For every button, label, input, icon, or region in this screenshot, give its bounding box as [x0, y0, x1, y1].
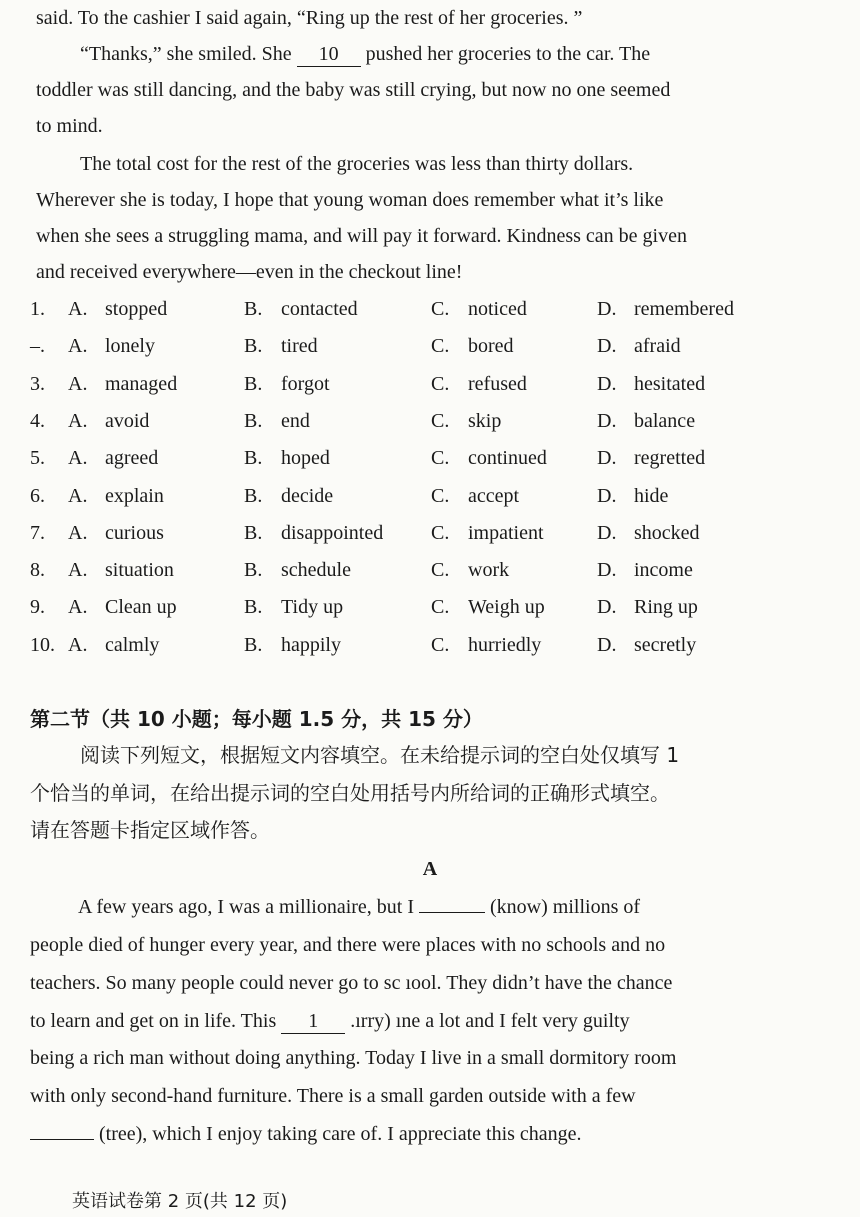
question-number: 9. — [30, 596, 45, 618]
option-d-text: afraid — [634, 335, 681, 357]
option-a-text: explain — [105, 485, 164, 507]
passage-line-8: and received everywhere—even in the checkout line! — [36, 261, 463, 283]
option-b-text: disappointed — [281, 522, 384, 544]
option-c-text: refused — [468, 373, 527, 395]
option-d-text: shocked — [634, 522, 700, 544]
question-number: 1. — [30, 298, 45, 320]
thanks-after: pushed her groceries to the car. The — [365, 43, 651, 65]
question-number: 6. — [30, 485, 45, 507]
question-number: 7. — [30, 522, 45, 544]
question-number: 8. — [30, 559, 45, 581]
question-number: 3. — [30, 373, 45, 395]
passage-line-1: said. To the cashier I said again, “Ring up the rest of her groceries. ” — [36, 7, 583, 29]
option-letter-d: D. — [597, 373, 617, 395]
option-letter-b: B. — [244, 596, 263, 618]
option-letter-c: C. — [431, 485, 450, 507]
question-number: 10. — [30, 634, 55, 656]
answer-blank-10: 10 — [297, 42, 361, 67]
option-c-text: hurriedly — [468, 634, 542, 656]
option-d-text: Ring up — [634, 596, 698, 618]
option-c-text: accept — [468, 485, 520, 507]
passage-line-4: to mind. — [36, 115, 103, 137]
option-letter-d: D. — [597, 596, 617, 618]
passageA-line-6: with only second-hand furniture. There is a small garden outside with a few — [30, 1085, 636, 1107]
passage-line-5: The total cost for the rest of the groceries was less than thirty dollars. — [80, 153, 634, 175]
option-d-text: income — [634, 559, 693, 581]
passage-line-6: Wherever she is today, I hope that young woman does remember what it’s like — [36, 189, 664, 211]
option-letter-d: D. — [597, 634, 617, 656]
option-c-text: skip — [468, 410, 502, 432]
passageA-line-7 — [30, 1122, 582, 1146]
instruction-line-2: 个恰当的单词，在给出提示词的空白处用括号内所给词的正确形式填空。 — [30, 781, 670, 805]
option-c-text: noticed — [468, 298, 527, 320]
option-letter-b: B. — [244, 485, 263, 507]
option-letter-a: A. — [68, 410, 88, 432]
passage-line-7: when she sees a struggling mama, and will pay it forward. Kindness can be given — [36, 225, 687, 247]
question-number: 4. — [30, 410, 45, 432]
option-b-text: hoped — [281, 447, 330, 469]
option-letter-a: A. — [68, 447, 88, 469]
option-c-text: bored — [468, 335, 514, 357]
passageA-l7-after: (tree), which I enjoy taking care of. I appreciate this change. — [99, 1123, 582, 1145]
option-letter-a: A. — [68, 559, 88, 581]
option-letter-a: A. — [68, 522, 88, 544]
option-c-text: impatient — [468, 522, 544, 544]
option-b-text: end — [281, 410, 310, 432]
option-d-text: hesitated — [634, 373, 706, 395]
option-letter-b: B. — [244, 410, 263, 432]
instruction-line-3: 请在答题卡指定区域作答。 — [30, 818, 270, 842]
option-a-text: calmly — [105, 634, 160, 656]
option-a-text: agreed — [105, 447, 159, 469]
option-letter-b: B. — [244, 335, 263, 357]
option-a-text: situation — [105, 559, 174, 581]
option-c-text: work — [468, 559, 510, 581]
option-b-text: decide — [281, 485, 334, 507]
option-d-text: regretted — [634, 447, 706, 469]
option-letter-d: D. — [597, 410, 617, 432]
option-letter-a: A. — [68, 485, 88, 507]
page-footer: 英语试卷第 2 页(共 12 页) — [72, 1191, 288, 1212]
option-letter-b: B. — [244, 373, 263, 395]
passageA-line-1 — [78, 895, 640, 919]
option-d-text: remembered — [634, 298, 734, 320]
option-letter-d: D. — [597, 335, 617, 357]
option-a-text: lonely — [105, 335, 155, 357]
option-b-text: forgot — [281, 373, 330, 395]
option-a-text: avoid — [105, 410, 150, 432]
question-number: 5. — [30, 447, 45, 469]
option-letter-d: D. — [597, 447, 617, 469]
option-letter-b: B. — [244, 298, 263, 320]
option-b-text: Tidy up — [281, 596, 344, 618]
option-c-text: Weigh up — [468, 596, 545, 618]
passageA-l4-before: to learn and get on in life. This — [30, 1010, 277, 1032]
passageA-line-4 — [30, 1009, 630, 1034]
option-letter-c: C. — [431, 298, 450, 320]
option-letter-b: B. — [244, 447, 263, 469]
option-a-text: Clean up — [105, 596, 177, 618]
option-letter-a: A. — [68, 634, 88, 656]
option-d-text: balance — [634, 410, 696, 432]
option-b-text: schedule — [281, 559, 351, 581]
option-a-text: curious — [105, 522, 164, 544]
question-number: –. — [30, 335, 45, 357]
option-b-text: happily — [281, 634, 341, 656]
part-label: A — [422, 858, 438, 880]
option-a-text: stopped — [105, 298, 168, 320]
option-d-text: hide — [634, 485, 669, 507]
option-letter-d: D. — [597, 522, 617, 544]
passageA-line-3: teachers. So many people could never go to sc ıool. They didn’t have the chance — [30, 972, 673, 994]
section-heading: 第二节（共 10 小题；每小题 1.5 分，共 15 分） — [30, 707, 483, 731]
option-letter-a: A. — [68, 335, 88, 357]
option-letter-c: C. — [431, 634, 450, 656]
option-letter-c: C. — [431, 559, 450, 581]
answer-blank-2: 1 — [281, 1009, 345, 1034]
option-letter-d: D. — [597, 298, 617, 320]
answer-blank-1 — [419, 912, 485, 913]
passage-line-3: toddler was still dancing, and the baby was still crying, but now no one seemed — [36, 79, 671, 101]
option-letter-c: C. — [431, 335, 450, 357]
passageA-line-5: being a rich man without doing anything. Today I live in a small dormitory room — [30, 1047, 677, 1069]
option-letter-b: B. — [244, 634, 263, 656]
passage-line-thanks — [80, 42, 650, 67]
option-letter-a: A. — [68, 596, 88, 618]
option-letter-c: C. — [431, 447, 450, 469]
instruction-line-1: 阅读下列短文，根据短文内容填空。在未给提示词的空白处仅填写 1 — [80, 743, 680, 767]
option-letter-b: B. — [244, 522, 263, 544]
option-letter-a: A. — [68, 373, 88, 395]
passageA-l1-before: A few years ago, I was a millionaire, but I — [78, 896, 415, 918]
option-a-text: managed — [105, 373, 178, 395]
option-letter-d: D. — [597, 485, 617, 507]
option-b-text: tired — [281, 335, 318, 357]
option-letter-c: C. — [431, 373, 450, 395]
thanks-before: “Thanks,” she smiled. She — [80, 43, 292, 65]
option-letter-d: D. — [597, 559, 617, 581]
option-letter-b: B. — [244, 559, 263, 581]
option-letter-c: C. — [431, 596, 450, 618]
option-c-text: continued — [468, 447, 547, 469]
option-b-text: contacted — [281, 298, 358, 320]
option-letter-a: A. — [68, 298, 88, 320]
option-d-text: secretly — [634, 634, 697, 656]
passageA-line-2: people died of hunger every year, and there were places with no schools and no — [30, 934, 666, 956]
passageA-l4-after: .ırry) ıne a lot and I felt very guilty — [350, 1010, 630, 1032]
option-letter-c: C. — [431, 522, 450, 544]
passageA-l1-after: (know) millions of — [490, 896, 641, 918]
option-letter-c: C. — [431, 410, 450, 432]
answer-blank-3 — [30, 1139, 94, 1140]
